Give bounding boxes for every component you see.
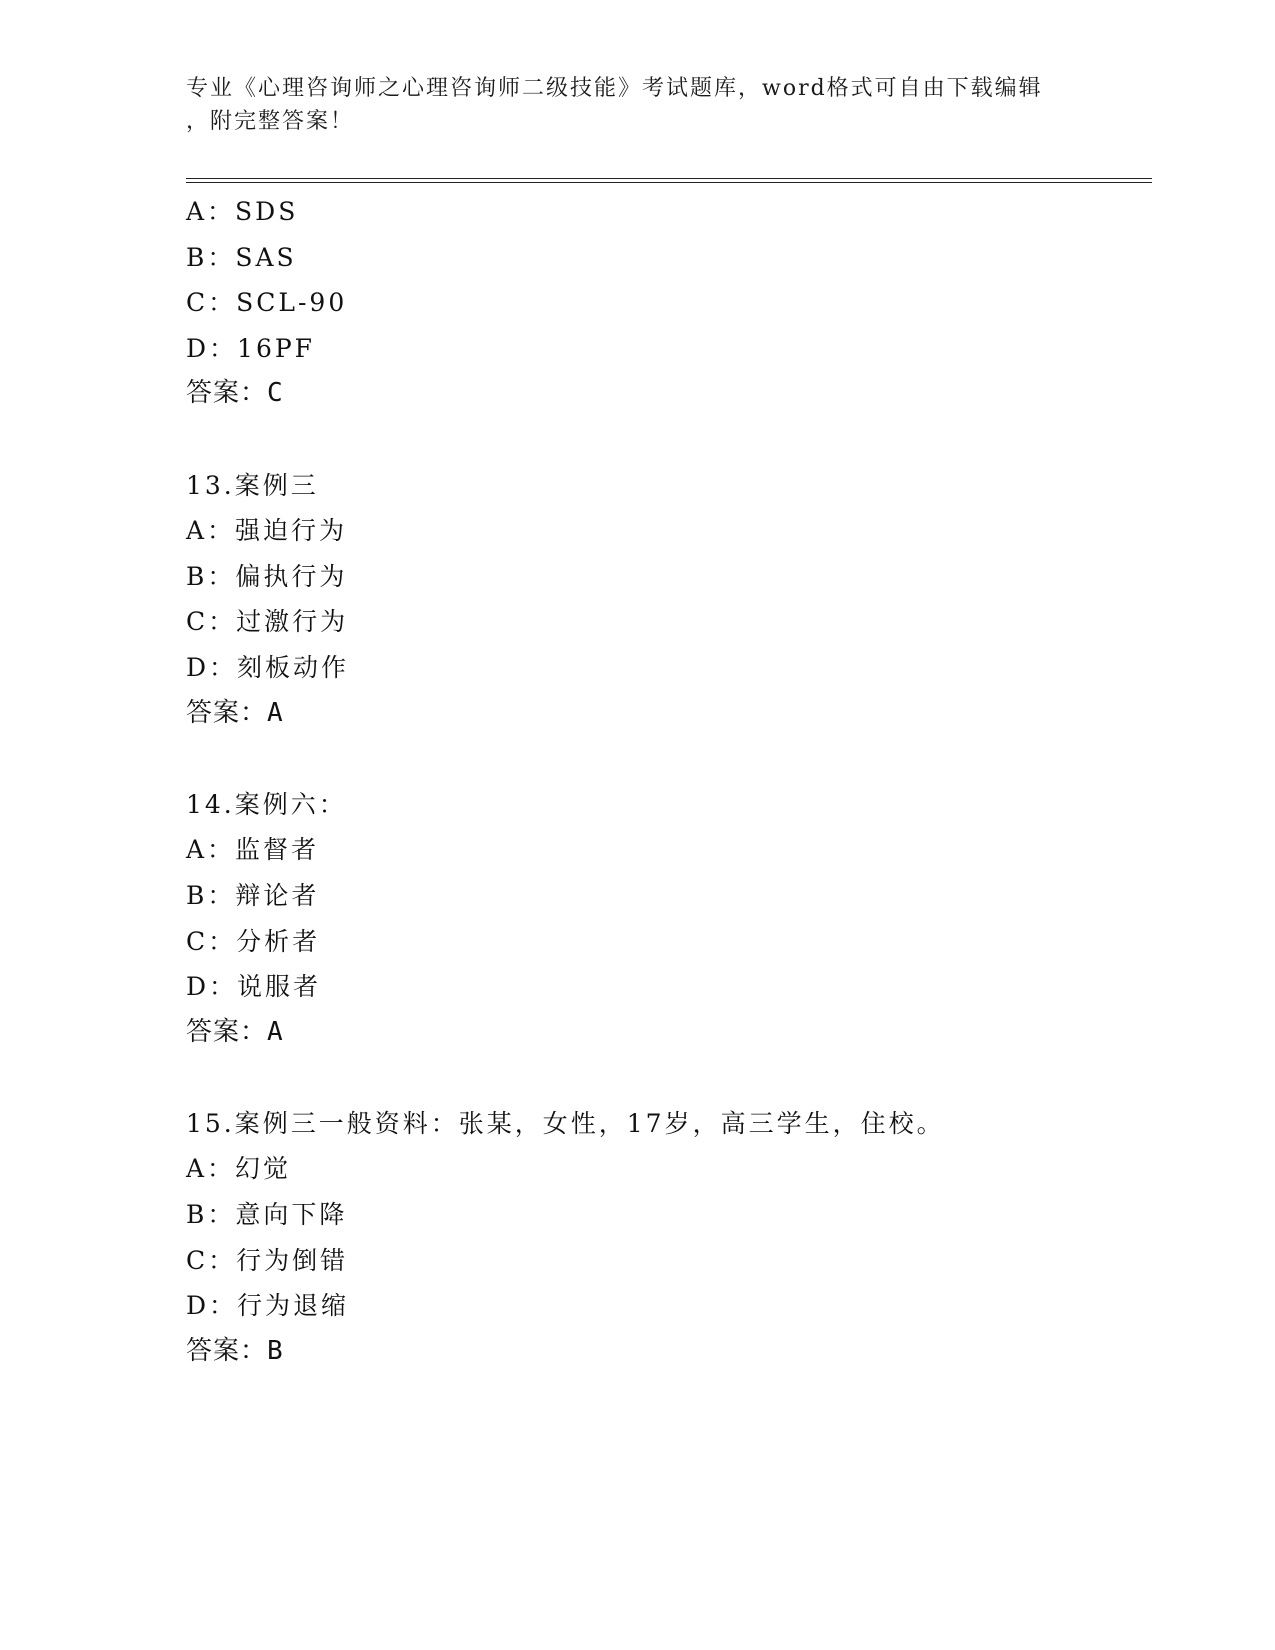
question-12 [186,189,1146,417]
answer-label: 答案： [186,378,268,409]
option-a: A：幻觉 [186,1154,292,1184]
answer-label: 答案： [186,1016,268,1047]
document-header [186,72,1086,138]
option-d: D：说服者 [186,972,322,1002]
option-d: D：行为退缩 [186,1291,350,1321]
option-c: C：分析者 [186,926,321,956]
option-b: B：偏执行为 [186,561,348,591]
spacer [186,1055,1146,1101]
option-d: D：16PF [186,333,316,363]
answer-value: A [267,1016,284,1047]
header-line-2: ，附完整答案！ [186,109,355,134]
answer-line [186,1329,1146,1375]
option-d: D：刻板动作 [186,652,350,682]
option-c: C：过激行为 [186,607,349,637]
question-list [186,189,1146,1374]
option-c: C：SCL-90 [186,288,348,318]
spacer [186,736,1146,782]
answer-line [186,1010,1146,1056]
answer-line [186,371,1146,417]
option-a: A：监督者 [186,835,320,865]
question-14 [186,782,1146,1056]
header-divider-bottom [186,182,1152,183]
question-13 [186,463,1146,737]
option-b: B：SAS [186,242,297,272]
answer-value: C [267,378,284,409]
option-c: C：行为倒错 [186,1245,349,1275]
header-divider-top [186,178,1152,179]
question-stem: 14.案例六： [186,789,347,819]
header-line-1: 专业《心理咨询师之心理咨询师二级技能》考试题库，word格式可自由下载编辑 [186,76,1043,101]
option-a: A：强迫行为 [186,516,348,546]
question-stem: 13.案例三 [186,470,319,500]
option-b: B：辩论者 [186,880,320,910]
answer-value: B [267,1335,284,1366]
option-b: B：意向下降 [186,1200,348,1230]
spacer [186,417,1146,463]
option-a: A：SDS [186,197,299,226]
question-15 [186,1101,1146,1375]
answer-label: 答案： [186,1335,268,1366]
question-stem: 15.案例三一般资料：张某，女性，17岁，高三学生，住校。 [186,1108,945,1138]
answer-label: 答案： [186,697,268,728]
answer-line [186,691,1146,737]
answer-value: A [267,697,284,728]
